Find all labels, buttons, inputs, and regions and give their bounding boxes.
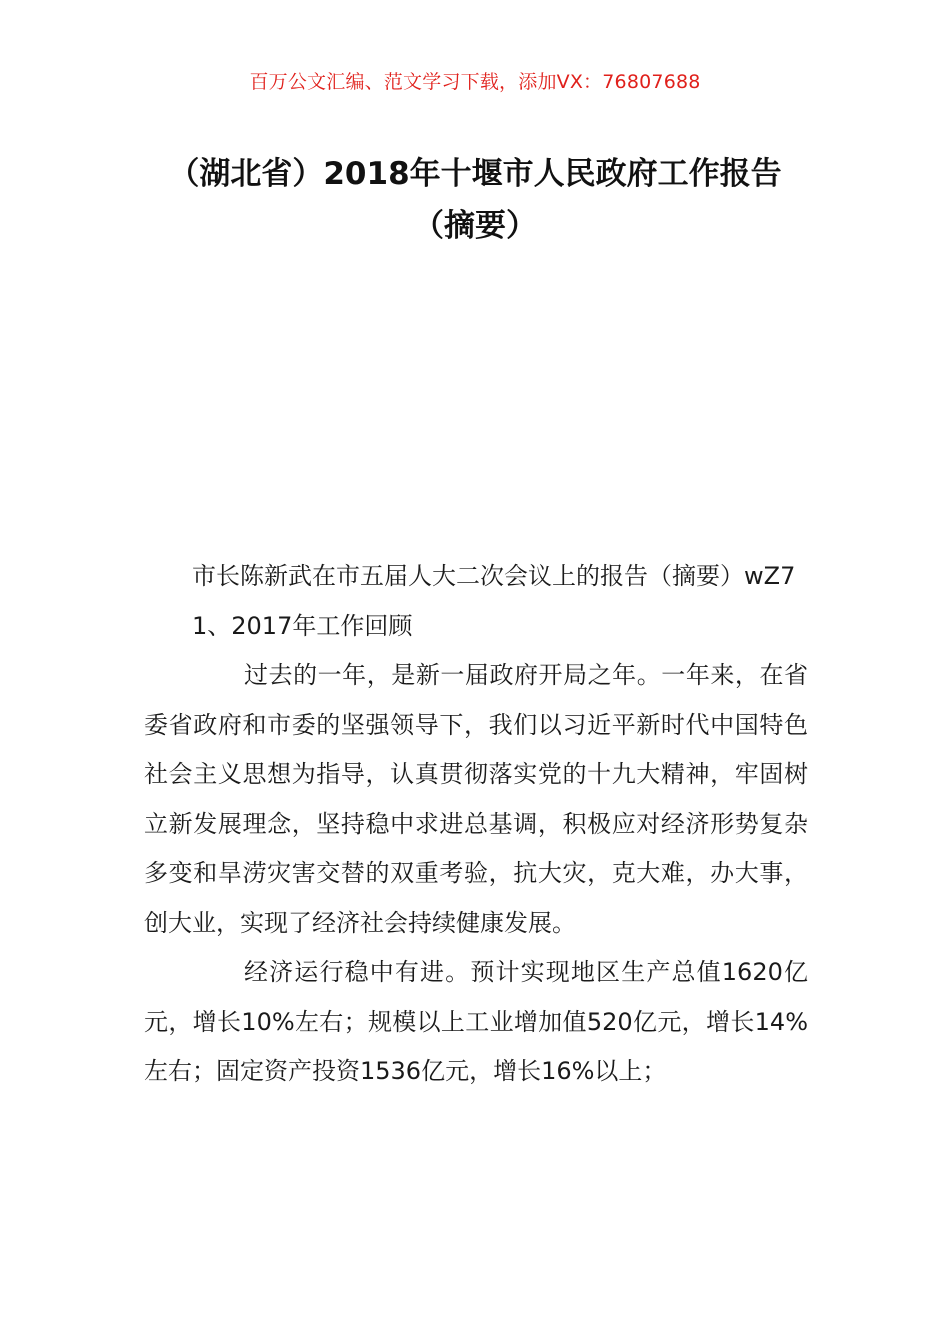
intro-paragraph: 市长陈新武在市五届人大二次会议上的报告（摘要）wZ7 [192,562,796,590]
document-body [144,552,808,1097]
document-title: （湖北省）2018年十堰市人民政府工作报告（摘要） [168,156,782,244]
header-download-note: 百万公文汇编、范文学习下载，添加VX：76807688 [249,71,701,93]
section-heading: 1、2017年工作回顾 [192,611,413,640]
economy-paragraph: 经济运行稳中有进。预计实现地区生产总值1620亿元，增长10%左右；规模以上工业增加值520亿元，增长14%左右；固定资产投资1536亿元，增长16%以上； [144,958,808,1085]
review-paragraph: 过去的一年，是新一届政府开局之年。一年来，在省委省政府和市委的坚强领导下，我们以习近平新时代中国特色社会主义思想为指导，认真贯彻落实党的十九大精神，牢固树立新发展理念，坚持稳中求进总基调，积极应对经济形势复杂多变和旱涝灾害交替的双重考验，抗大灾，克大难，办大事，创大业，实现了经济社会持续健康发展。 [144,661,808,937]
